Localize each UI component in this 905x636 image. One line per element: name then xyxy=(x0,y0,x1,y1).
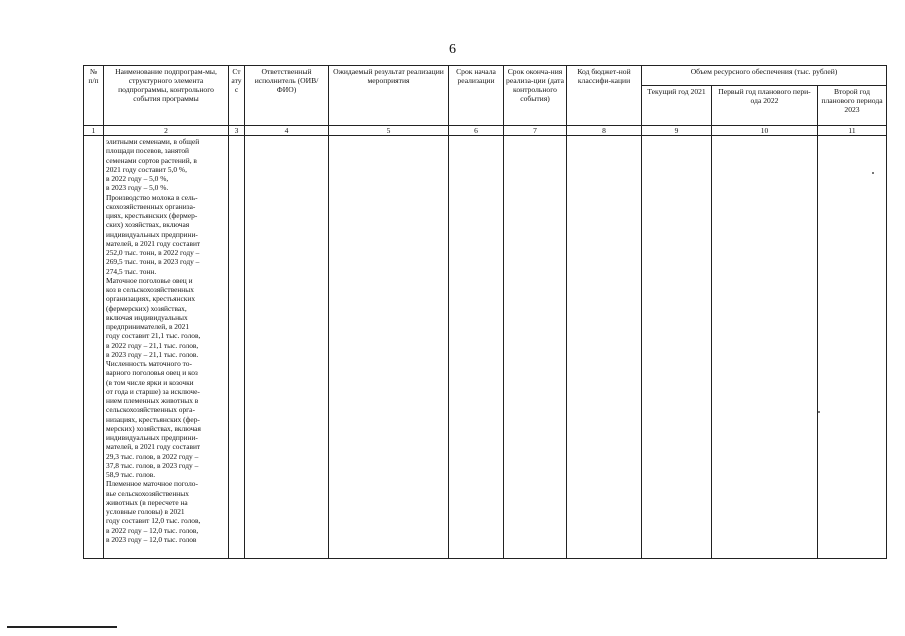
header-funding-group: Объем ресурсного обеспечения (тыс. рублей) xyxy=(642,66,887,86)
column-number-2: 2 xyxy=(104,126,229,136)
description-line: в 2023 году – 21,1 тыс. голов. xyxy=(106,349,199,359)
description-line: в 2022 году – 21,1 тыс. голов, xyxy=(106,340,199,350)
description-line: году составит 12,0 тыс. голов, xyxy=(106,516,201,526)
scan-speck xyxy=(818,411,820,413)
description-line: Производство молока в сель- xyxy=(106,192,198,202)
content-executor-cell xyxy=(245,136,329,559)
content-start-cell xyxy=(449,136,504,559)
description-line: низациях, крестьянских (фер- xyxy=(106,414,200,424)
column-number-7: 7 xyxy=(504,126,567,136)
description-line: Численность маточного то- xyxy=(106,359,192,368)
column-number-4: 4 xyxy=(245,126,329,136)
description-line: индивидуальных предприни- xyxy=(106,433,198,442)
column-number-1: 1 xyxy=(84,126,104,136)
description-line: условные головы) в 2021 xyxy=(106,507,185,516)
description-line: элитными семенами, в общей xyxy=(106,137,200,146)
description-line: предпринимателей, в 2021 xyxy=(106,322,190,331)
description-line: мерских) хозяйствах, включая xyxy=(106,423,201,433)
header-number: № п/п xyxy=(84,66,104,126)
description-line: организациях, крестьянских xyxy=(106,294,196,304)
column-number-row xyxy=(84,126,887,136)
column-number-3: 3 xyxy=(229,126,245,136)
description-line: 269,5 тыс. тонн, в 2023 году – xyxy=(106,257,200,267)
description-line: нием племенных животных в xyxy=(106,396,199,405)
column-number-8: 8 xyxy=(567,126,642,136)
description-line: коз в сельскохозяйственных xyxy=(106,285,194,294)
description-line: Маточное поголовье овец и xyxy=(106,275,193,285)
description-line: животных (в пересчете на xyxy=(106,497,188,507)
description-line: включая индивидуальных xyxy=(106,312,188,322)
description-line: (в том числе ярки и козочки xyxy=(106,377,194,387)
header-expected-result: Ожидаемый результат реализации мероприятия xyxy=(329,66,449,126)
column-number-11: 11 xyxy=(818,126,887,136)
header-budget-code: Код бюджет-ной классифи-кации xyxy=(567,66,642,126)
description-line: 29,3 тыс. голов, в 2022 году – xyxy=(106,451,199,461)
scan-speck xyxy=(872,172,874,174)
description-line: 252,0 тыс. тонн, в 2022 году – xyxy=(106,248,200,257)
content-2023-cell xyxy=(818,136,887,559)
content-code-cell xyxy=(567,136,642,559)
description-line: площади посевов, занятой xyxy=(106,146,190,156)
description-line: 58,9 тыс. голов. xyxy=(106,470,156,479)
description-line: в 2023 году – 12,0 тыс. голов xyxy=(106,534,197,544)
description-line: 274,5 тыс. тонн. xyxy=(106,266,157,276)
description-line: семенами сортов растений, в xyxy=(106,155,197,165)
description-line: в 2023 году – 5,0 %. xyxy=(106,183,169,193)
description-line: в 2022 году – 5,0 %, xyxy=(106,174,169,183)
program-description-cell xyxy=(104,136,229,559)
description-line: 37,8 тыс. голов, в 2023 году – xyxy=(106,460,199,470)
content-2021-cell xyxy=(642,136,712,559)
description-line: мателей, в 2021 году составит xyxy=(106,238,201,248)
header-row-top xyxy=(84,66,887,86)
description-line: мателей, в 2021 году составит xyxy=(106,442,201,452)
column-number-9: 9 xyxy=(642,126,712,136)
description-line: вье сельскохозяйственных xyxy=(106,488,189,498)
content-result-cell xyxy=(329,136,449,559)
content-number-cell xyxy=(84,136,104,559)
description-line: от года и старше) за исключе- xyxy=(106,386,200,396)
page-number: 6 xyxy=(449,42,456,57)
content-2022-cell xyxy=(712,136,818,559)
header-status: Статус xyxy=(229,66,245,126)
description-line: варного поголовья овец и коз xyxy=(106,368,198,378)
description-line: индивидуальных предприни- xyxy=(106,229,198,239)
header-name: Наименование подпрограм-мы, структурного элемента подпрограммы, контрольного события программы xyxy=(104,66,229,126)
header-executor: Ответственный исполнитель (ОИВ/ФИО) xyxy=(245,66,329,126)
description-line: ских) хозяйствах, включая xyxy=(106,220,190,230)
header-start-date: Срок начала реализации xyxy=(449,66,504,126)
header-end-date: Срок оконча-ния реализа-ции (дата контрольного события) xyxy=(504,66,567,126)
program-table xyxy=(83,65,887,559)
description-line: Племенное маточное поголо- xyxy=(106,479,198,489)
description-line: 2021 году составит 5,0 %, xyxy=(106,164,187,174)
column-number-5: 5 xyxy=(329,126,449,136)
header-first-plan-year: Первый год планового пери-ода 2022 xyxy=(712,86,818,126)
description-line: (фермерских) хозяйствах, xyxy=(106,303,187,313)
description-line: циях, крестьянских (фермер- xyxy=(106,211,198,220)
header-second-plan-year: Второй год планового периода 2023 xyxy=(818,86,887,126)
header-current-year: Текущий год 2021 xyxy=(642,86,712,126)
column-number-10: 10 xyxy=(712,126,818,136)
description-line: году составит 21,1 тыс. голов, xyxy=(106,331,201,341)
column-number-6: 6 xyxy=(449,126,504,136)
description-line: сельскохозяйственных орга- xyxy=(106,405,195,415)
content-row xyxy=(84,136,887,559)
content-status-cell xyxy=(229,136,245,559)
content-end-cell xyxy=(504,136,567,559)
description-line: скохозяйственных организа- xyxy=(106,201,196,211)
footer-rule xyxy=(7,626,117,628)
description-line: в 2022 году – 12,0 тыс. голов, xyxy=(106,525,199,535)
